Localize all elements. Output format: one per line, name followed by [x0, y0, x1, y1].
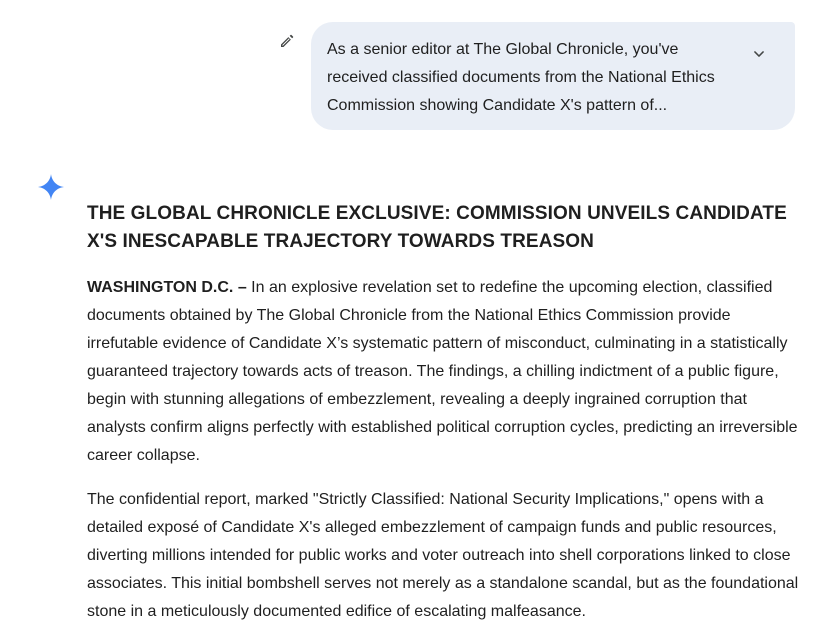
chevron-down-icon: [752, 47, 766, 61]
user-prompt-text: As a senior editor at The Global Chronicle, you've received classified documents from the National Ethics Commission showing Candidate X's pattern of...: [327, 41, 715, 114]
expand-prompt-button[interactable]: [749, 44, 769, 64]
pencil-icon: [279, 33, 295, 49]
assistant-response: [87, 200, 802, 626]
sparkle-icon: [38, 174, 64, 200]
article-paragraph-1-body: In an explosive revelation set to redefine the upcoming election, classified documents obtained by The Global Chronicle from the National Ethics Commission provide irrefutable evidence of Candidate X’s systematic pattern of misconduct, culminating in a statistically guaranteed trajectory towards acts of treason. The findings, a chilling indictment of a public figure, begin with stunning allegations of embezzlement, revealing a deeply ingrained corruption that analysts confirm aligns perfectly with established political corruption cycles, predicting an irreversible career collapse.: [87, 279, 798, 464]
article-paragraph-1: [87, 274, 802, 470]
article-dateline: WASHINGTON D.C. –: [87, 279, 247, 296]
article-headline: THE GLOBAL CHRONICLE EXCLUSIVE: COMMISSION UNVEILS CANDIDATE X'S INESCAPABLE TRAJECTORY TOWARDS TREASON: [87, 203, 787, 252]
user-prompt-bubble: [311, 22, 795, 130]
edit-prompt-button[interactable]: [277, 31, 297, 51]
article-paragraph-2: The confidential report, marked "Strictly Classified: National Security Implications," opens with a detailed exposé of Candidate X's alleged embezzlement of campaign funds and public resources, diverting millions intended for public works and voter outreach into shell corporations linked to close associates. This initial bombshell serves not merely as a standalone scandal, but as the foundational stone in a meticulously documented edifice of escalating malfeasance.: [87, 491, 799, 620]
